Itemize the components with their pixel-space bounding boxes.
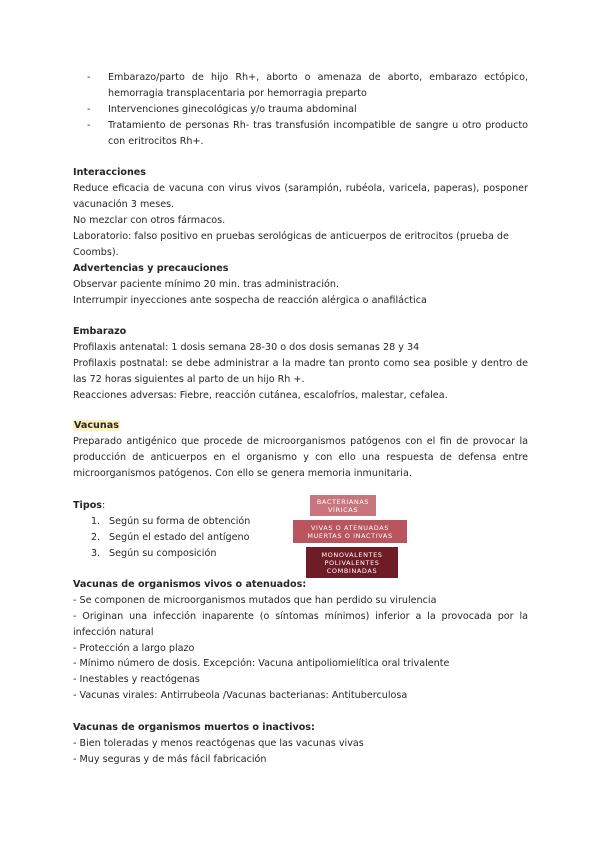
vivos-item: - Protección a largo plazo xyxy=(73,643,195,654)
dash-bullet: - xyxy=(87,104,91,115)
embarazo-heading: Embarazo xyxy=(73,326,127,337)
muertos-heading: Vacunas de organismos muertos o inactivos: xyxy=(73,722,315,733)
interacciones-heading: Interacciones xyxy=(73,167,146,178)
box-line: MONOVALENTES xyxy=(321,550,383,559)
vivos-item: - Mínimo número de dosis. Excepción: Vacuna antipoliomielítica oral trivalente xyxy=(73,658,450,669)
embarazo-paragraph: Reacciones adversas: Fiebre, reacción cutánea, escalofríos, malestar, cefalea. xyxy=(73,390,448,401)
vacunas-definition: Preparado antigénico que procede de microorganismos patógenos con el fin de provocar la producción de anticuerpos en el organismo y con ello una respuesta de defensa entre microorganismos patógenos. Con ello se genera memoria inmunitaria. xyxy=(73,436,528,479)
tipos-item-number: 1. xyxy=(91,516,101,527)
vivos-item: - Originan una infección inaparente (o síntomas mínimos) inferior a la provocada por la infección natural xyxy=(73,611,528,638)
box-line: VÍRICAS xyxy=(327,505,359,514)
tipos-item-number: 2. xyxy=(91,532,101,543)
box-bacterianas xyxy=(310,495,376,516)
list-item xyxy=(87,102,528,118)
box-line: POLIVALENTES xyxy=(324,558,380,567)
interacciones-paragraph: Reduce eficacia de vacuna con virus vivos (sarampión, rubéola, varicela, paperas), posponer vacunación 3 meses. xyxy=(73,183,528,210)
advertencias-heading: Advertencias y precauciones xyxy=(73,263,229,274)
box-line: MUERTAS O INACTIVAS xyxy=(307,531,393,540)
muertos-item: - Muy seguras y de más fácil fabricación xyxy=(73,754,267,765)
vacunas-heading-wrap xyxy=(73,418,528,434)
tipos-heading-wrap xyxy=(73,498,105,514)
list-item-text: Tratamiento de personas Rh- tras transfusión incompatible de sangre u otro producto con eritrocitos Rh+. xyxy=(108,120,528,147)
list-item-text: Intervenciones ginecológicas y/o trauma abdominal xyxy=(108,104,357,115)
tipos-heading: Tipos xyxy=(73,500,103,511)
advertencias-paragraph: Interrumpir inyecciones ante sospecha de reacción alérgica o anafiláctica xyxy=(73,295,427,306)
advertencias-paragraph: Observar paciente mínimo 20 min. tras administración. xyxy=(73,279,339,290)
box-line: BACTERIANAS xyxy=(316,497,370,506)
box-composicion xyxy=(306,547,398,578)
embarazo-paragraph: Profilaxis antenatal: 1 dosis semana 28-30 o dos dosis semanas 28 y 34 xyxy=(73,342,420,353)
tipos-item xyxy=(91,514,250,530)
tipos-item-number: 3. xyxy=(91,548,101,559)
tipos-item-text: Según el estado del antígeno xyxy=(109,532,250,543)
tipos-colon: : xyxy=(102,500,106,511)
vacunas-heading: Vacunas xyxy=(74,420,119,431)
box-line: VIVAS O ATENUADAS xyxy=(311,523,389,532)
box-line: COMBINADAS xyxy=(326,566,378,575)
interacciones-paragraph: No mezclar con otros fármacos. xyxy=(73,215,226,226)
tipos-item xyxy=(91,546,216,562)
tipos-item xyxy=(91,530,250,546)
embarazo-paragraph: Profilaxis postnatal: se debe administrar a la madre tan pronto como sea posible y dentro de las 72 horas siguientes al parto de un hijo Rh +. xyxy=(73,358,528,385)
vivos-item: - Inestables y reactógenas xyxy=(73,674,200,685)
list-item xyxy=(87,70,528,102)
list-item xyxy=(87,118,528,150)
tipos-item-text: Según su forma de obtención xyxy=(109,516,251,527)
box-vivas-muertas xyxy=(293,520,407,543)
muertos-item: - Bien toleradas y menos reactógenas que las vacunas vivas xyxy=(73,738,364,749)
dash-bullet: - xyxy=(87,72,91,83)
list-item-text: Embarazo/parto de hijo Rh+, aborto o amenaza de aborto, embarazo ectópico, hemorragia transplacentaria por hemorragia preparto xyxy=(108,72,528,99)
dash-bullet: - xyxy=(87,120,91,131)
tipos-item-text: Según su composición xyxy=(109,548,217,559)
vivos-item: - Vacunas virales: Antirrubeola /Vacunas bacterianas: Antituberculosa xyxy=(73,690,408,701)
vivos-heading: Vacunas de organismos vivos o atenuados: xyxy=(73,579,307,590)
interacciones-paragraph: Laboratorio: falso positivo en pruebas serológicas de anticuerpos de eritrocitos (prueba de Coombs). xyxy=(73,231,509,258)
vivos-item: - Se componen de microorganismos mutados que han perdido su virulencia xyxy=(73,595,437,606)
